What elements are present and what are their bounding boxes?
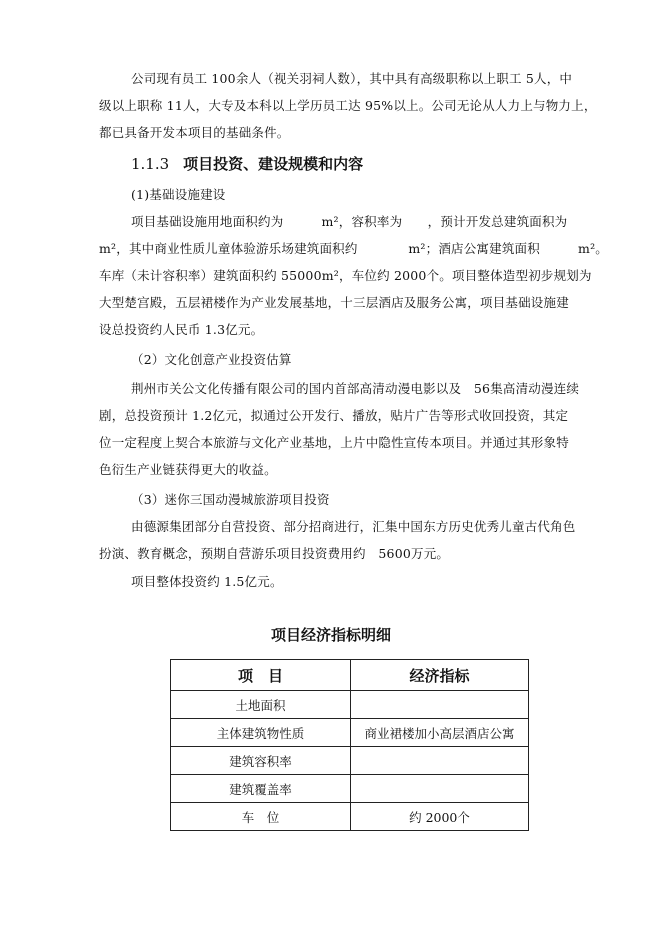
row-value: 商业裙楼加小高层酒店公寓	[351, 719, 529, 747]
header-indicator: 经济指标	[351, 660, 529, 691]
paragraph-line: 由德源集团部分自营投资、部分招商进行，汇集中国东方历史优秀儿童古代角色	[131, 519, 576, 534]
paragraph-line: 剧，总投资预计 1.2亿元，拟通过公开发行、播放，贴片广告等形式收回投资，其定	[99, 408, 569, 423]
paragraph-line: 公司现有员工 100余人（视关羽祠人数），其中具有高级职称以上职工 5人，中	[131, 71, 573, 86]
economic-indicator-table	[170, 659, 529, 831]
table-row	[171, 803, 529, 831]
table-row	[171, 747, 529, 775]
table-title: 项目经济指标明细	[270, 626, 391, 644]
paragraph-line: 大型楚宫殿，五层裙楼作为产业发展基地，十三层酒店及服务公寓，项目基础设施建	[99, 295, 569, 310]
subsection-title: (1)基础设施建设	[131, 187, 226, 202]
row-label: 土地面积	[171, 691, 351, 719]
row-value	[351, 775, 529, 803]
header-item: 项 目	[171, 660, 351, 691]
subsection-title: （3）迷你三国动漫城旅游项目投资	[131, 492, 330, 507]
table-row	[171, 691, 529, 719]
row-value	[351, 691, 529, 719]
paragraph-line: 设总投资约人民币 1.3亿元。	[99, 322, 264, 337]
section-title: 项目投资、建设规模和内容	[183, 155, 364, 173]
table-header-row	[171, 660, 529, 691]
row-label: 车 位	[171, 803, 351, 831]
section-number: 1.1.3	[131, 155, 170, 173]
paragraph-line: 级以上职称 11人，大专及本科以上学历员工达 95%以上。公司无论从人力上与物力上，	[99, 98, 597, 113]
paragraph-line: 色衍生产业链获得更大的收益。	[99, 462, 277, 477]
paragraph-line: 项目基础设施用地面积约为 m²，容积率为 ，预计开发总建筑面积为	[131, 214, 568, 229]
paragraph-line: 车库（未计容积率）建筑面积约 55000m²，车位约 2000个。项目整体造型初步规划为	[99, 268, 592, 283]
row-label: 建筑容积率	[171, 747, 351, 775]
paragraph-line: 扮演、教育概念，预期自营游乐项目投资费用约 5600万元。	[99, 546, 450, 561]
section-heading	[131, 153, 363, 174]
total-investment: 项目整体投资约 1.5亿元。	[131, 574, 283, 589]
row-label: 建筑覆盖率	[171, 775, 351, 803]
table-row	[171, 719, 529, 747]
paragraph-line: 荆州市关公文化传播有限公司的国内首部高清动漫电影以及 56集高清动漫连续	[131, 381, 580, 396]
row-value	[351, 747, 529, 775]
subsection-title: （2）文化创意产业投资估算	[131, 352, 292, 367]
paragraph-line: m²，其中商业性质儿童体验游乐场建筑面积约 m²；酒店公寓建筑面积 m²。	[99, 241, 608, 256]
row-label: 主体建筑物性质	[171, 719, 351, 747]
paragraph-line: 位一定程度上契合本旅游与文化产业基地，上片中隐性宣传本项目。并通过其形象特	[99, 435, 569, 450]
table-row	[171, 775, 529, 803]
row-value: 约 2000个	[351, 803, 529, 831]
paragraph-line: 都已具备开发本项目的基础条件。	[99, 125, 290, 140]
